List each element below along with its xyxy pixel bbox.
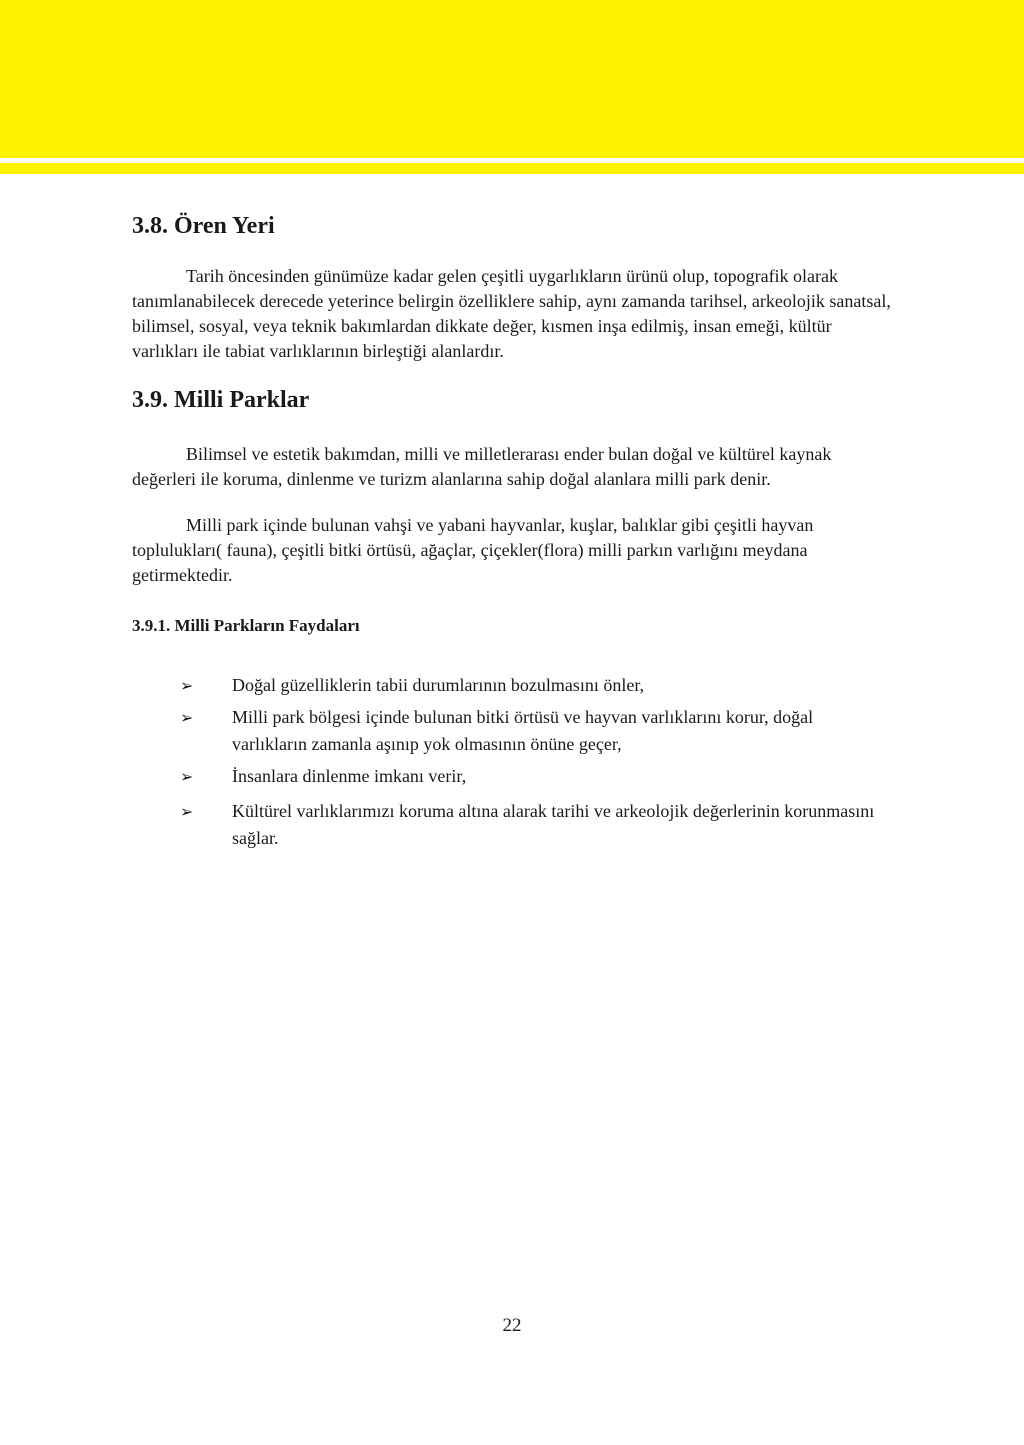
subsection-title-faydalar: 3.9.1. Milli Parkların Faydaları: [132, 616, 360, 635]
benefits-list: [132, 672, 892, 852]
paragraph-milli-parklar-2: Milli park içinde bulunan vahşi ve yabani hayvanlar, kuşlar, balıklar gibi çeşitli hayvan toplulukları( fauna), çeşitli bitki örtüsü, ağaçlar, çiçekler(flora) milli parkın varlığını meydana getirmektedir.: [132, 515, 814, 585]
arrowhead-bullet-icon: ➢: [180, 767, 194, 786]
list-item: [180, 763, 892, 790]
arrowhead-bullet-icon: ➢: [180, 802, 194, 821]
header-band: [0, 0, 1024, 158]
list-item-text: Kültürel varlıklarımızı koruma altına alarak tarihi ve arkeolojik değerlerinin korunmasını sağlar.: [232, 801, 875, 848]
list-item-text: Doğal güzelliklerin tabii durumlarının bozulmasını önler,: [232, 675, 645, 695]
section-title-oren-yeri: 3.8. Ören Yeri: [132, 213, 275, 239]
page-content: [132, 208, 892, 857]
arrowhead-bullet-icon: ➢: [180, 708, 194, 727]
paragraph-milli-parklar-1: Bilimsel ve estetik bakımdan, milli ve milletlerarası ender bulan doğal ve kültürel kaynak değerleri ile koruma, dinlenme ve turizm alanlarına sahip doğal alanlara milli park denir.: [132, 444, 832, 489]
list-item: [180, 704, 892, 758]
arrowhead-bullet-icon: ➢: [180, 676, 194, 695]
list-item: [180, 798, 892, 852]
list-item-text: Milli park bölgesi içinde bulunan bitki örtüsü ve hayvan varlıklarını korur, doğal varlıkların zamanla aşınıp yok olmasının önüne geçer,: [232, 707, 814, 754]
list-item-text: İnsanlara dinlenme imkanı verir,: [232, 766, 467, 786]
section-title-milli-parklar: 3.9. Milli Parklar: [132, 387, 310, 413]
header-stripe: [0, 163, 1024, 174]
paragraph-oren-yeri: Tarih öncesinden günümüze kadar gelen çeşitli uygarlıkların ürünü olup, topografik olarak tanımlanabilecek derecede yeterince belirgin özelliklere sahip, aynı zamanda tarihsel, arkeolojik sanatsal, bilimsel, sosyal, veya teknik bakımlardan dikkate değer, kısmen inşa edilmiş, insan emeği, kültür varlıkları ile tabiat varlıklarının birleştiği alanlardır.: [132, 266, 891, 361]
list-item: [180, 672, 892, 699]
page-number: 22: [502, 1315, 522, 1336]
